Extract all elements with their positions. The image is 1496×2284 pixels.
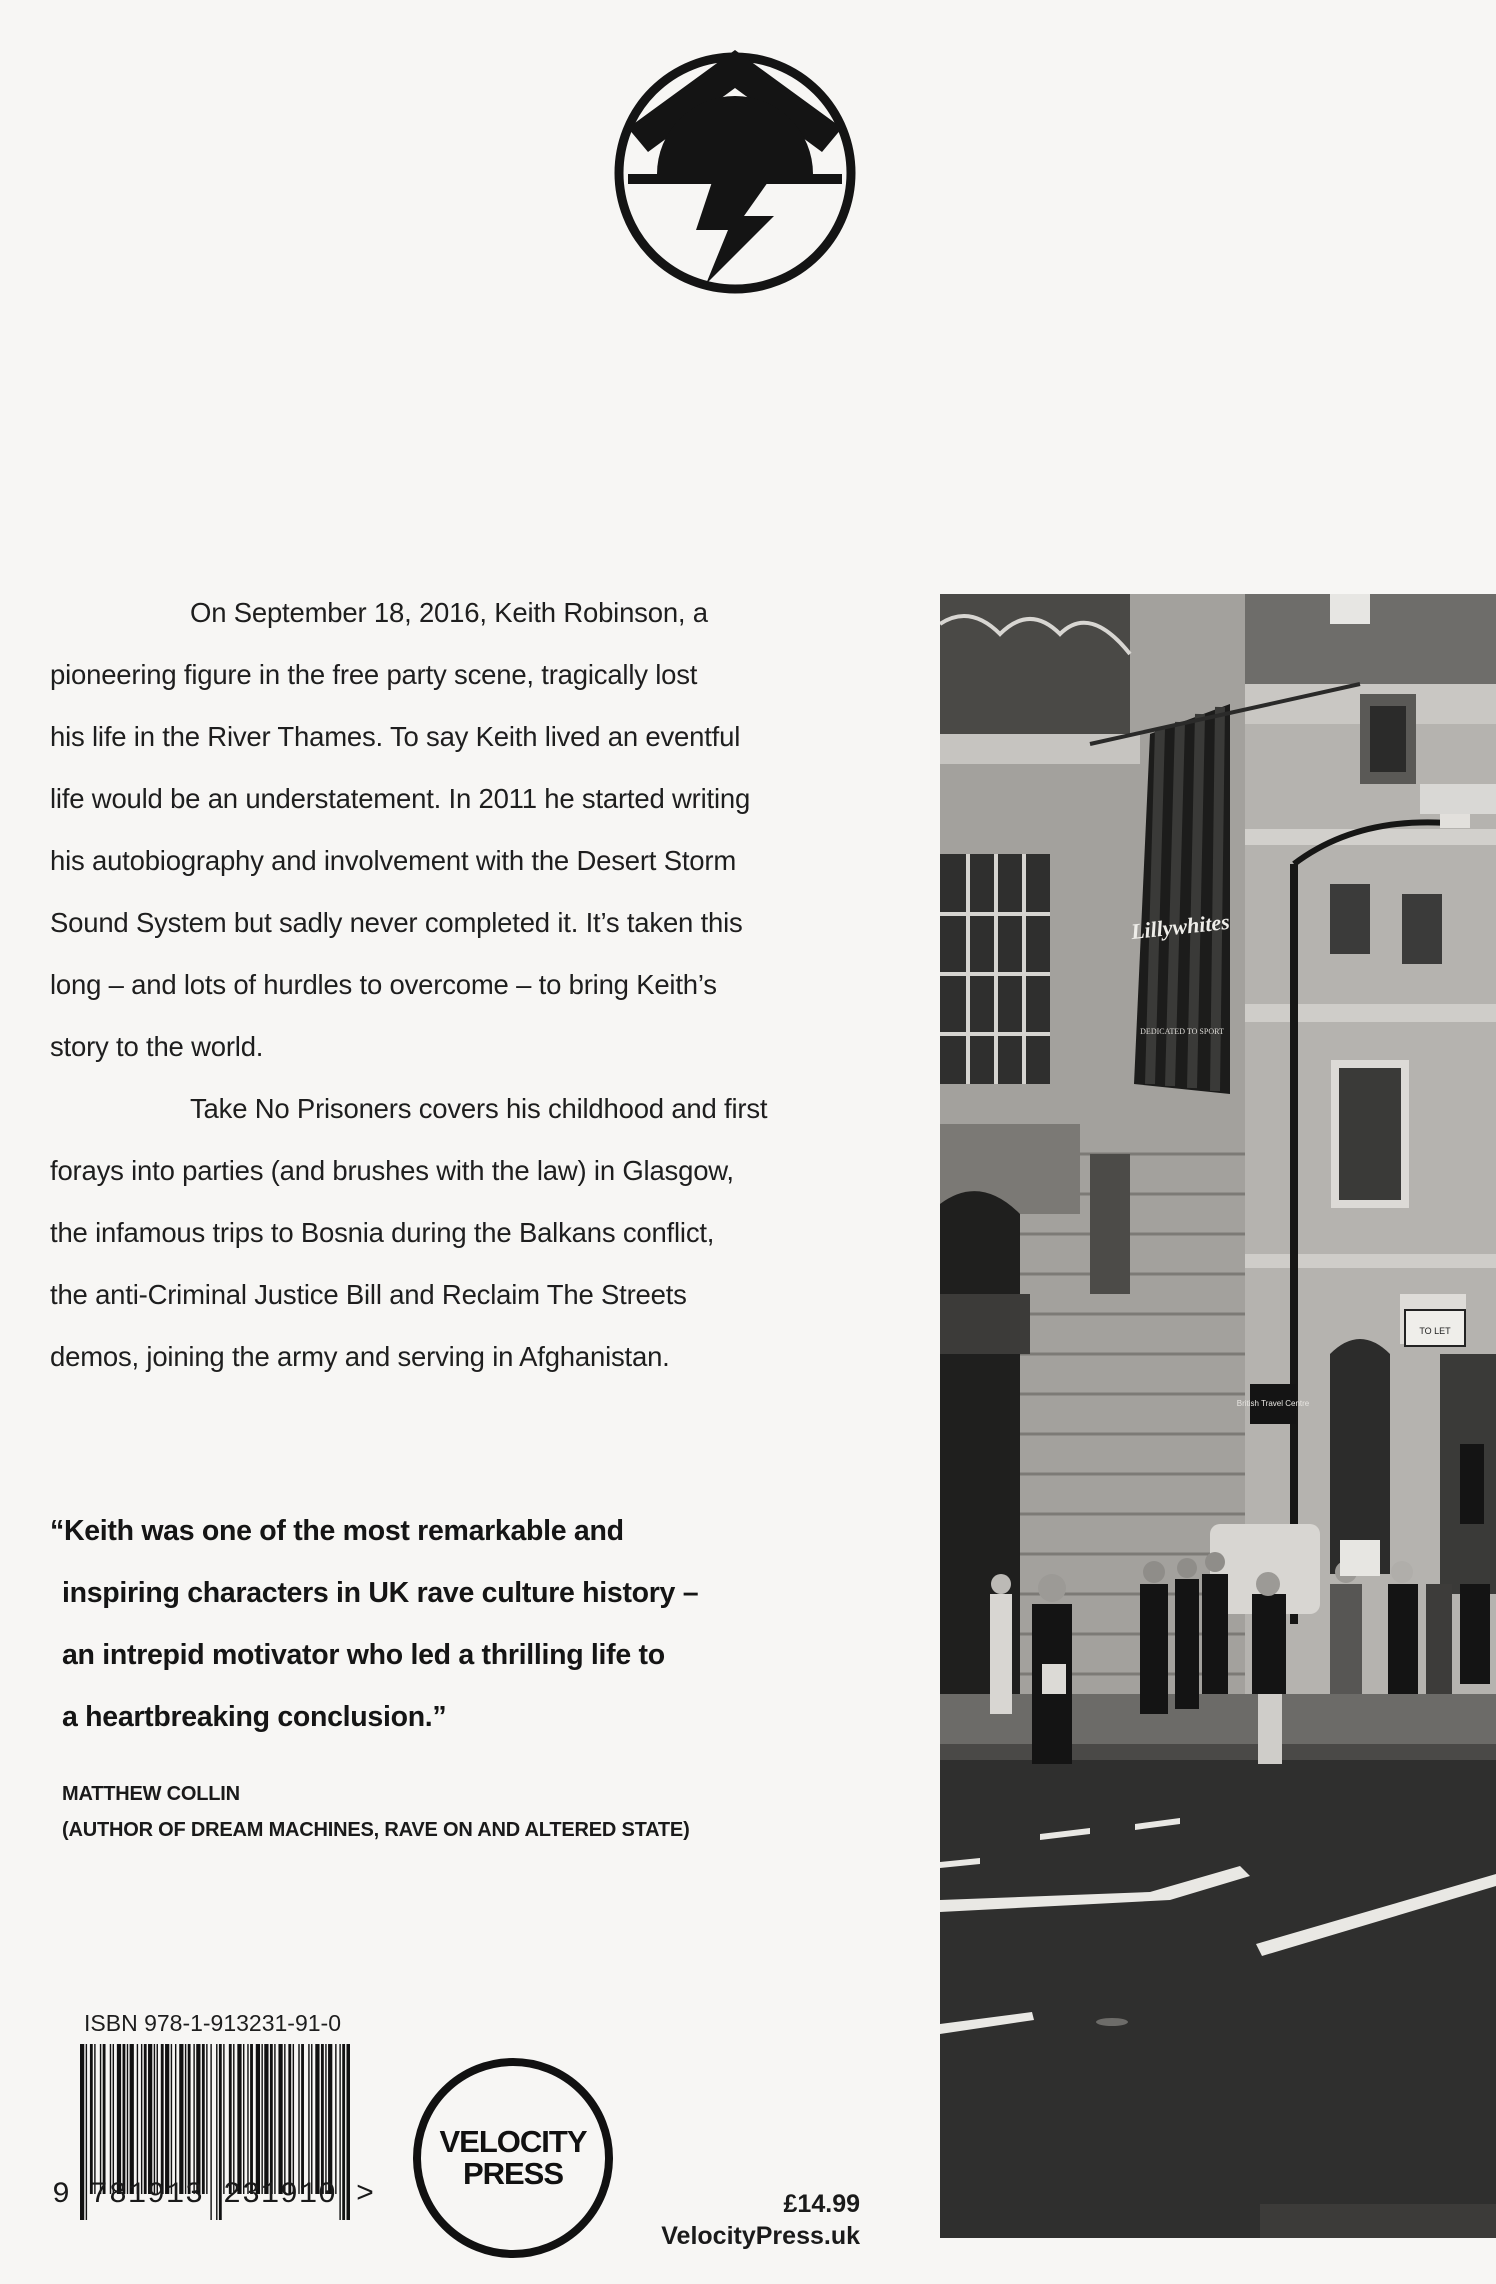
barcode-bar (117, 2044, 121, 2194)
barcode-bar (270, 2044, 273, 2194)
barcode-bar (278, 2044, 282, 2194)
blurb-line: life would be an understatement. In 2011 he started writing (50, 783, 751, 814)
barcode-bar (144, 2044, 147, 2194)
barcode-bar (113, 2044, 114, 2194)
isbn-label: ISBN 978-1-913231-91-0 (84, 2010, 341, 2036)
barcode-bar (328, 2044, 332, 2194)
barcode-bar (293, 2044, 294, 2194)
barcode-bar (141, 2044, 142, 2194)
quote-line: inspiring characters in UK rave culture history – (62, 1577, 699, 1609)
badge-line-2: PRESS (462, 2156, 564, 2191)
blurb-text (50, 582, 795, 1388)
barcode-bar (243, 2044, 244, 2194)
barcode-bar (202, 2044, 205, 2194)
street-sign: British Travel Centre (1236, 1399, 1310, 1408)
barcode-bar (250, 2044, 253, 2194)
barcode-bar (185, 2044, 186, 2194)
blurb-line: the anti-Criminal Justice Bill and Reclaim The Streets (50, 1279, 687, 1310)
barcode-bar (157, 2044, 158, 2194)
publisher-website: VelocityPress.uk (661, 2222, 860, 2250)
barcode-bar (321, 2044, 324, 2194)
barcode-bar (175, 2044, 176, 2194)
barcode-bar (206, 2044, 207, 2194)
blurb-line: Sound System but sadly never completed it. It’s taken this (50, 907, 743, 938)
barcode-bar (229, 2044, 232, 2194)
review-quote (50, 1500, 770, 1748)
quote-line: an intrepid motivator who led a thrilling life to (62, 1639, 665, 1671)
barcode-bar (193, 2044, 194, 2194)
blurb-line: forays into parties (and brushes with the law) in Glasgow, (50, 1155, 734, 1186)
barcode-bar (127, 2044, 128, 2194)
blurb-paragraph-2 (50, 1078, 795, 1388)
barcode-bar (110, 2044, 111, 2194)
barcode-bar (288, 2044, 291, 2194)
barcode-bar (237, 2044, 241, 2194)
barcode-bar (100, 2044, 101, 2194)
banner-text: Lillywhites (1129, 908, 1231, 945)
barcode-bar (298, 2044, 299, 2194)
blurb-line: the infamous trips to Bosnia during the Balkans conflict, (50, 1217, 715, 1248)
quote-author: MATTHEW COLLIN (62, 1783, 240, 1805)
barcode-bar (311, 2044, 312, 2194)
barcode-bar (301, 2044, 304, 2194)
barcode-bar (264, 2044, 268, 2194)
blurb-line: long – and lots of hurdles to overcome – to bring Keith’s (50, 969, 717, 1000)
price: £14.99 (783, 2190, 860, 2218)
barcode-bar (123, 2044, 126, 2194)
badge-line-1: VELOCITY (439, 2124, 587, 2159)
barcode-bar (247, 2044, 248, 2194)
barcode-bar (335, 2044, 336, 2194)
barcode-bar (315, 2044, 319, 2194)
barcode-bar (171, 2044, 172, 2194)
barcode-bar (154, 2044, 155, 2194)
quote-line: a heartbreaking conclusion.” (62, 1701, 447, 1733)
barcode-bar (130, 2044, 134, 2194)
barcode-bar (233, 2044, 234, 2194)
to-let-sign: TO LET (1419, 1326, 1451, 1336)
blurb-line: demos, joining the army and serving in Afghanistan. (50, 1341, 670, 1372)
desert-storm-lightning-icon (610, 48, 860, 298)
barcode-bar (165, 2044, 169, 2194)
barcode-bar (256, 2044, 260, 2194)
barcode-bar (94, 2044, 95, 2194)
quote-author-credit: (AUTHOR OF DREAM MACHINES, RAVE ON AND ALTERED STATE) (62, 1819, 690, 1841)
barcode-bar (308, 2044, 309, 2194)
blurb-line: his life in the River Thames. To say Keith lived an eventful (50, 721, 741, 752)
velocity-press-logo (413, 2058, 613, 2258)
banner-subtext: DEDICATED TO SPORT (1140, 1027, 1224, 1036)
blurb-line: story to the world. (50, 1031, 264, 1062)
street-photo (940, 594, 1496, 2238)
barcode-bar (103, 2044, 106, 2194)
quote-line: “Keith was one of the most remarkable and (50, 1515, 624, 1547)
price-block (661, 2188, 860, 2252)
barcode-bar (148, 2044, 152, 2194)
barcode-digits: 9 781913 231910 > (52, 2178, 376, 2212)
blurb-paragraph-1 (50, 582, 795, 1078)
blurb-line: Take No Prisoners covers his childhood and first (190, 1093, 768, 1124)
barcode-bar (274, 2044, 275, 2194)
barcode-bar (137, 2044, 138, 2194)
barcode-bar (161, 2044, 164, 2194)
barcode-bar (179, 2044, 183, 2194)
barcode-bar (90, 2044, 93, 2194)
barcode-bar (284, 2044, 285, 2194)
blurb-line: On September 18, 2016, Keith Robinson, a (190, 597, 708, 628)
blurb-line: pioneering figure in the free party scene, tragically lost (50, 659, 698, 690)
barcode-bar (188, 2044, 191, 2194)
barcode-bar (261, 2044, 262, 2194)
barcode-bar (223, 2044, 224, 2194)
blurb-line: his autobiography and involvement with the Desert Storm (50, 845, 737, 876)
barcode-bar (325, 2044, 326, 2194)
quote-attribution (62, 1776, 690, 1848)
barcode-bar (196, 2044, 200, 2194)
